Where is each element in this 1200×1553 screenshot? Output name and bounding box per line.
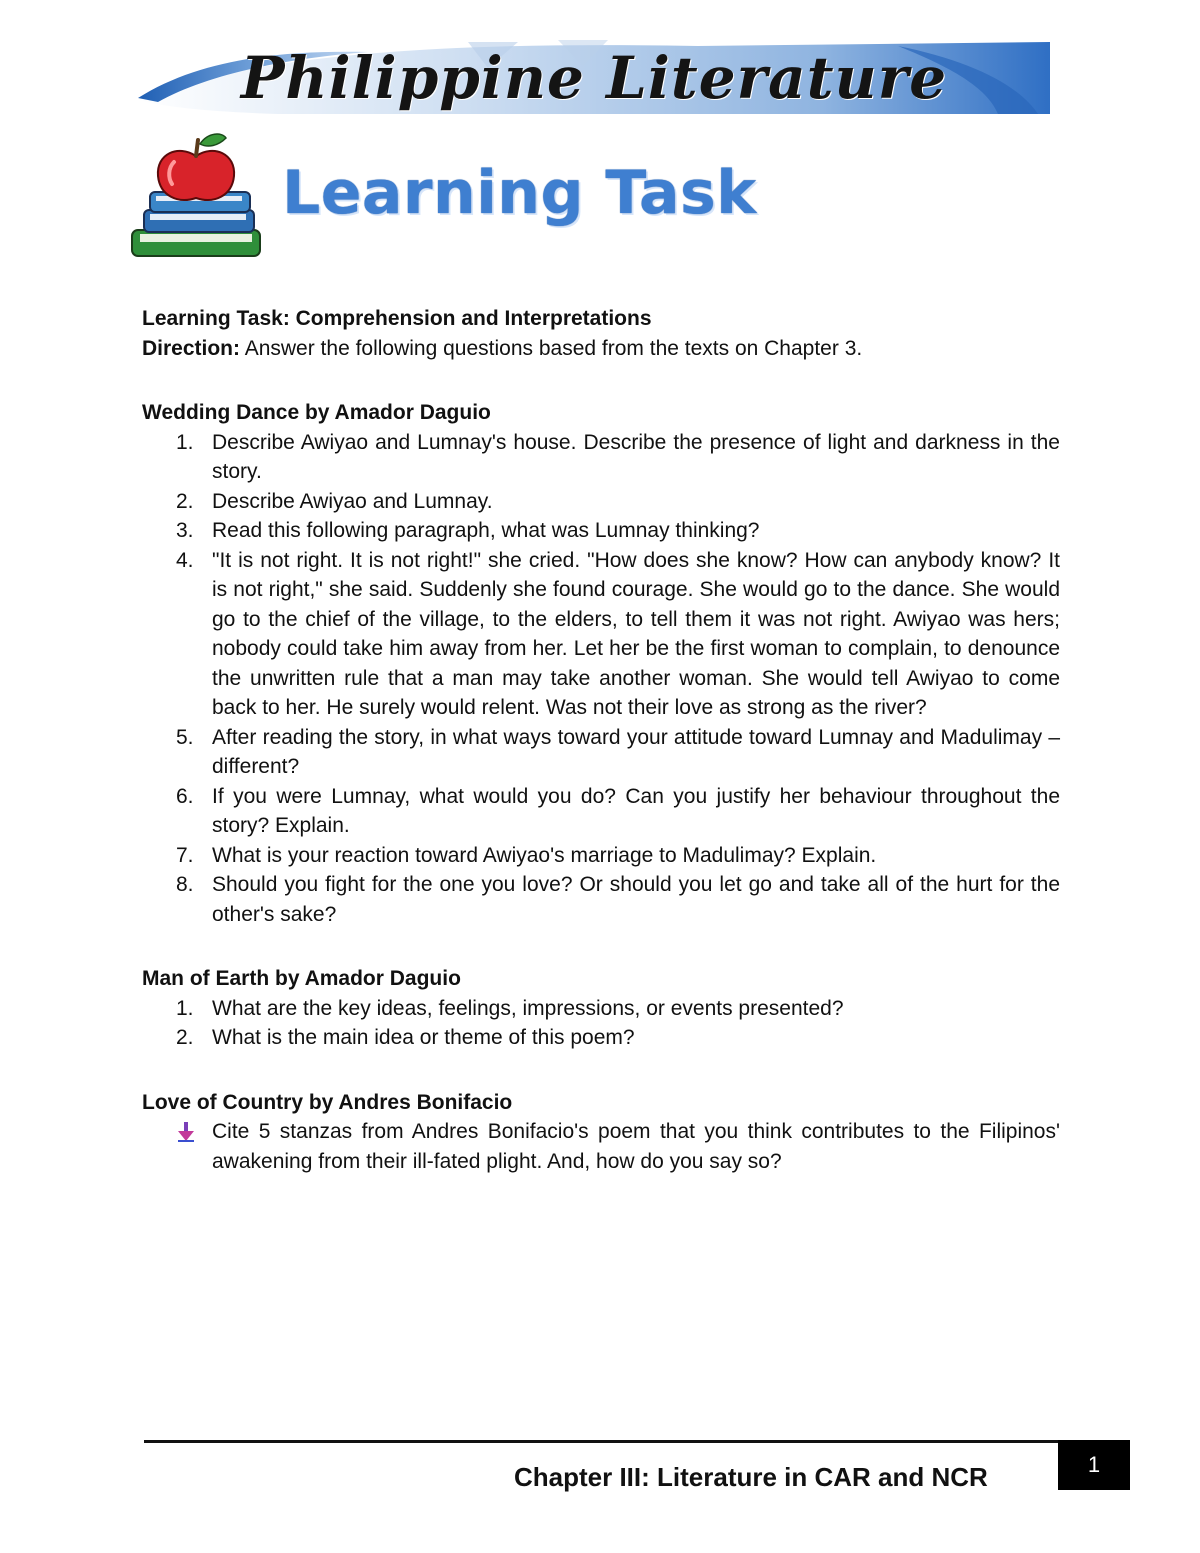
bullet-list xyxy=(142,1117,1060,1176)
list-item xyxy=(142,870,1060,929)
item-text: Read this following paragraph, what was Lumnay thinking? xyxy=(212,519,760,542)
item-text: If you were Lumnay, what would you do? Can you justify her behaviour throughout the story? Explain. xyxy=(212,784,1060,837)
list-item xyxy=(142,994,1060,1024)
section-love-of-country xyxy=(142,1088,1060,1177)
item-number: 7. xyxy=(176,843,194,867)
item-number: 4. xyxy=(176,548,194,572)
item-text: What is your reaction toward Awiyao's marriage to Madulimay? Explain. xyxy=(212,843,877,867)
item-number: 2. xyxy=(176,489,194,513)
task-title: Learning Task: Comprehension and Interpretations xyxy=(142,307,652,330)
document-body xyxy=(142,304,1060,1176)
item-number: 8. xyxy=(176,873,194,896)
list-item xyxy=(142,546,1060,723)
list-item xyxy=(142,516,1060,546)
direction-line xyxy=(142,334,1060,364)
item-number: 1. xyxy=(176,996,194,1020)
item-text: "It is not right. It is not right!" she cried. "How does she know? How can anybody know? It is not right," she said. Suddenly she found courage. She would go to the dance. She would go to the chief of the village, to the elders, to tell them it was not right. Awiyao was hers; nobody could take him away from her. Let her be the first woman to complain, to denounce the unwritten rule that a man may take another woman. She would tell Awiyao to come back to her. He surely would relent. Was not their love as strong as the river? xyxy=(212,548,1060,719)
question-list xyxy=(142,994,1060,1053)
list-item xyxy=(142,1117,1060,1176)
direction-label: Direction: xyxy=(142,336,241,360)
title-banner xyxy=(138,40,1050,116)
item-text: After reading the story, in what ways toward your attitude toward Lumnay and Madulimay – different? xyxy=(212,725,1060,778)
footer-chapter-title: Chapter III: Literature in CAR and NCR xyxy=(514,1462,988,1492)
list-item xyxy=(142,841,1060,871)
section-man-of-earth xyxy=(142,964,1060,1053)
learning-task-heading: Learning Task xyxy=(282,158,757,228)
item-number: 3. xyxy=(176,519,194,542)
banner-title: Philippine Literature xyxy=(240,44,948,112)
item-number: 5. xyxy=(176,725,194,749)
item-text: Cite 5 stanzas from Andres Bonifacio's poem that you think contributes to the Filipinos' awakening from their ill-fated plight. And, how do you say so? xyxy=(212,1120,1060,1173)
item-text: Describe Awiyao and Lumnay's house. Describe the presence of light and darkness in the story. xyxy=(212,430,1060,483)
item-text: What are the key ideas, feelings, impressions, or events presented? xyxy=(212,996,844,1020)
list-item xyxy=(142,1023,1060,1053)
apple-books-icon xyxy=(126,126,266,266)
direction-text: Answer the following questions based from the texts on Chapter 3. xyxy=(240,336,863,360)
list-item xyxy=(142,782,1060,841)
list-item xyxy=(142,723,1060,782)
item-number: 1. xyxy=(176,430,194,454)
item-number: 2. xyxy=(176,1026,194,1049)
list-item xyxy=(142,487,1060,517)
footer-divider xyxy=(144,1440,1060,1443)
item-text: What is the main idea or theme of this poem? xyxy=(212,1026,635,1049)
section-wedding-dance xyxy=(142,398,1060,929)
section-title: Man of Earth by Amador Daguio xyxy=(142,967,461,990)
question-list xyxy=(142,428,1060,930)
item-number: 6. xyxy=(176,784,194,808)
section-title: Love of Country by Andres Bonifacio xyxy=(142,1090,513,1114)
item-text: Describe Awiyao and Lumnay. xyxy=(212,489,493,513)
item-text: Should you fight for the one you love? Or should you let go and take all of the hurt for the other's sake? xyxy=(212,873,1060,926)
list-item xyxy=(142,428,1060,487)
page-number: 1 xyxy=(1058,1440,1130,1490)
section-title: Wedding Dance by Amador Daguio xyxy=(142,401,491,424)
arrow-down-bullet-icon xyxy=(176,1121,196,1152)
